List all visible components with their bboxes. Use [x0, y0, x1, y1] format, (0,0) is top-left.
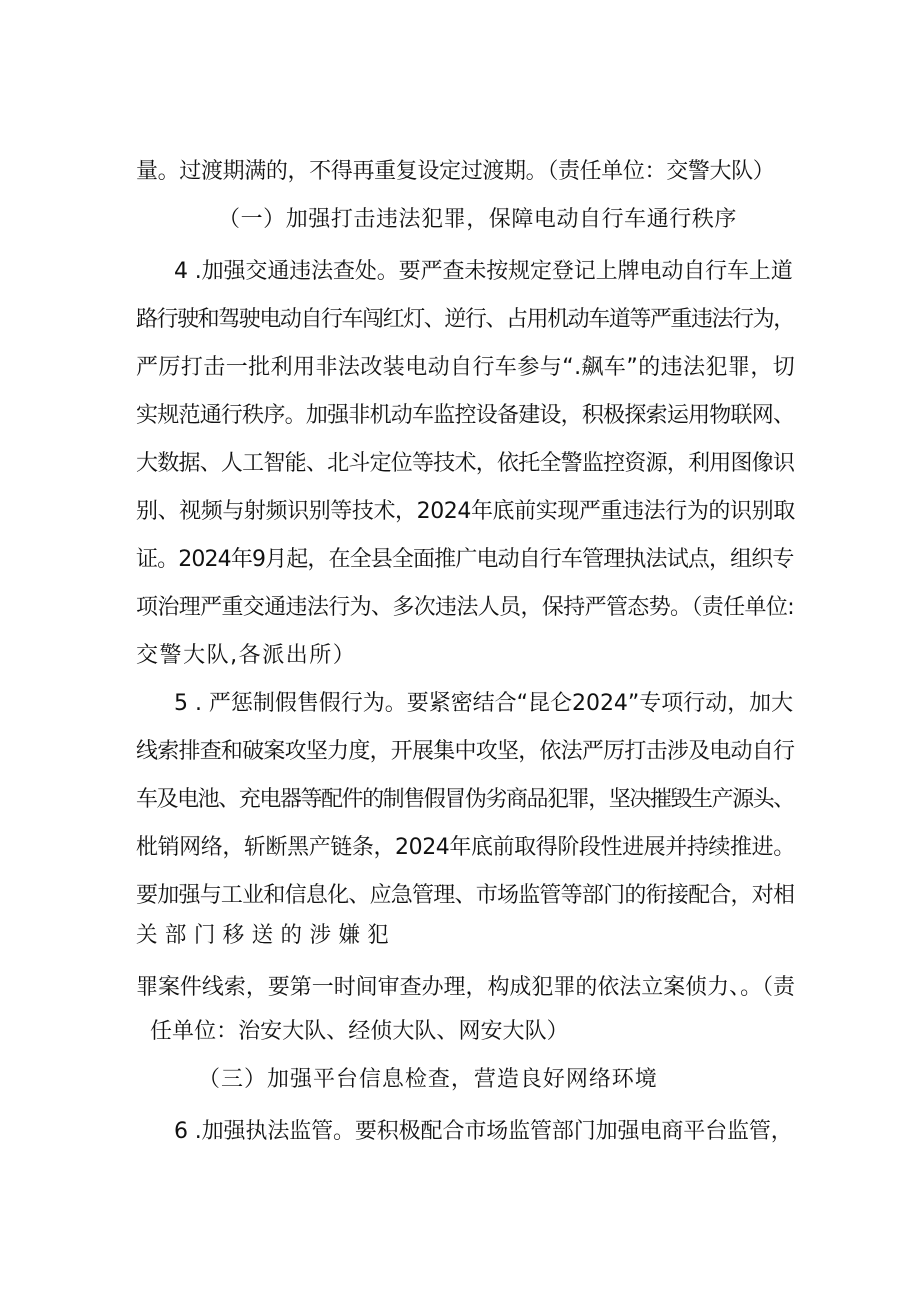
text-line: 罪案件线索，要第一时间审查办理，构成犯罪的依法立案侦力、。（责: [136, 975, 795, 1000]
text-line: 车及电池、充电器等配件的制售假冒伪劣商品犯罪，坚决摧毁生产源头、: [136, 787, 794, 812]
text-line: 别、视频与射频识别等技术，2024年底前实现严重违法行为的识别取: [136, 499, 795, 524]
section-heading: （三）加强平台信息检查，营造良好网络环境: [198, 1067, 658, 1092]
text-line: 枇销网络，斩断黑产链条，2024年底前取得阶段性进展并持续推进。: [136, 835, 795, 860]
text-line: 路行驶和驾驶电动自行车闯红灯、逆行、占用机动车道等严重违法行为，: [136, 307, 794, 332]
text-line: 线索排查和破案攻坚力度，开展集中攻坚，依法严厉打击涉及电动自行: [136, 739, 795, 764]
text-line: 项治理严重交通违法行为、多次违法人员，保持严管态势。（责任单位:: [136, 595, 794, 620]
text-line: 证。2024年9月起，在全县全面推广电动自行车管理执法试点，组织专: [136, 547, 794, 572]
text-line: 交警大队,各派出所）: [136, 643, 357, 668]
section-heading: （一）加强打击违法犯罪，保障电动自行车通行秩序: [218, 207, 737, 232]
text-line: 量。过渡期满的，不得再重复设定过渡期。（责任单位：交警大队）: [136, 159, 775, 184]
text-line: 任单位：治安大队、经侦大队、网安大队）: [150, 1019, 569, 1044]
text-line: 要加强与工业和信息化、应急管理、市场监管等部门的衔接配合，对相: [136, 883, 795, 908]
text-line: 大数据、人工智能、北斗定位等技术，依托全警监控资源，利用图像识: [136, 451, 795, 476]
text-line: 实规范通行秩序。加强非机动车监控设备建设，积极探索运用物联网、: [136, 403, 795, 428]
paragraph-first-line: 4 .加强交通违法查处。要严查未按规定登记上牌电动自行车上道: [174, 259, 793, 284]
paragraph-first-line: 6 .加强执法监管。要积极配合市场监管部门加强电商平台监管，: [174, 1119, 793, 1144]
text-line: 严厉打击一批利用非法改装电动自行车参与“.飙车”的违法犯罪，切: [136, 355, 796, 380]
paragraph-first-line: 5 . 严惩制假售假行为。要紧密结合“昆仑2024”专项行动，加大: [174, 691, 794, 716]
text-line: 关部门移送的涉嫌犯: [136, 923, 397, 948]
